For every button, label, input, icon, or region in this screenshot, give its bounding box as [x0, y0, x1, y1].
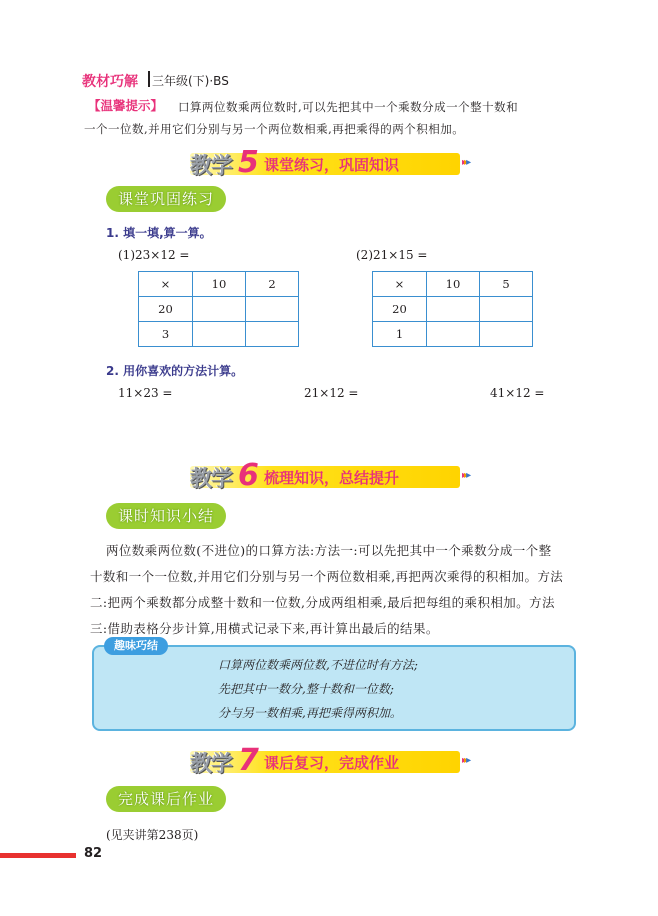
table-cell: 3: [139, 322, 193, 347]
fun-line-2: 先把其中一数分,整十数和一位数;: [218, 682, 394, 696]
table-cell: 20: [139, 297, 193, 322]
banner-title: 梳理知识，总结提升: [264, 469, 400, 487]
tip-line-1: 口算两位数乘两位数时,可以先把其中一个乘数分成一个整十数和: [178, 100, 519, 114]
q1-table-b: [372, 271, 533, 347]
table-cell: ×: [139, 272, 193, 297]
table-cell: 1: [373, 322, 427, 347]
section-banner-5: [190, 145, 490, 180]
q1-table-a: [138, 271, 299, 347]
page-reference: (见夹讲第238页): [106, 828, 199, 842]
banner-number: 7: [238, 743, 259, 778]
banner-word: 教学: [190, 154, 233, 179]
summary-line-1: 两位数乘两位数(不进位)的口算方法:方法一:可以先把其中一个乘数分成一个整: [106, 543, 552, 558]
banner-number: 6: [238, 458, 259, 493]
q1-part-b-label: (2)21×15 =: [356, 248, 428, 262]
question-2-title: 2. 用你喜欢的方法计算。: [106, 364, 244, 378]
triple-arrow-icon: ▸▸▸: [462, 470, 469, 481]
answer-cell[interactable]: [193, 297, 246, 322]
section-pill-homework: 完成课后作业: [106, 786, 226, 812]
fun-line-1: 口算两位数乘两位数,不进位时有方法;: [218, 658, 418, 672]
fun-summary-label: 趣味巧结: [104, 637, 168, 655]
answer-cell[interactable]: [246, 322, 299, 347]
summary-line-2: 十数和一个一位数,并用它们分别与另一个两位数相乘,再把两次乘得的积相加。方法: [90, 569, 564, 584]
answer-cell[interactable]: [480, 322, 533, 347]
header-divider: [148, 71, 150, 87]
answer-cell[interactable]: [427, 322, 480, 347]
section-pill-practice: 课堂巩固练习: [106, 186, 226, 212]
q2-item-3: 41×12 =: [490, 386, 545, 400]
table-cell: 20: [373, 297, 427, 322]
page-number: 82: [84, 846, 103, 861]
table-cell: ×: [373, 272, 427, 297]
section-banner-7: [190, 743, 490, 778]
answer-cell[interactable]: [480, 297, 533, 322]
section-banner-6: [190, 458, 490, 493]
tip-label: 【温馨提示】: [88, 98, 164, 113]
q2-item-2: 21×12 =: [304, 386, 359, 400]
table-cell: 5: [480, 272, 533, 297]
fun-line-3: 分与另一数相乘,再把乘得两积加。: [218, 706, 402, 720]
answer-cell[interactable]: [193, 322, 246, 347]
tip-line-2: 一个一位数,并用它们分别与另一个两位数相乘,再把乘得的两个积相加。: [84, 122, 465, 136]
section-pill-summary: 课时知识小结: [106, 503, 226, 529]
triple-arrow-icon: ▸▸▸: [462, 755, 469, 766]
banner-word: 教学: [190, 467, 233, 492]
table-cell: 10: [193, 272, 246, 297]
banner-title: 课堂练习，巩固知识: [264, 156, 400, 174]
table-cell: 2: [246, 272, 299, 297]
footer-bar: [0, 853, 76, 858]
summary-line-4: 三:借助表格分步计算,用横式记录下来,再计算出最后的结果。: [90, 621, 439, 636]
q1-part-a-label: (1)23×12 =: [118, 248, 190, 262]
triple-arrow-icon: ▸▸▸: [462, 157, 469, 168]
header-brand: 教材巧解: [82, 74, 138, 90]
summary-line-3: 二:把两个乘数都分成整十数和一位数,分成两组相乘,最后把每组的乘积相加。方法: [90, 595, 555, 610]
q2-item-1: 11×23 =: [118, 386, 173, 400]
question-1-title: 1. 填一填,算一算。: [106, 226, 212, 240]
banner-word: 教学: [190, 752, 233, 777]
banner-number: 5: [238, 145, 259, 180]
table-cell: 10: [427, 272, 480, 297]
header-grade: 三年级(下)·BS: [152, 74, 229, 88]
answer-cell[interactable]: [427, 297, 480, 322]
answer-cell[interactable]: [246, 297, 299, 322]
banner-title: 课后复习，完成作业: [264, 754, 400, 772]
